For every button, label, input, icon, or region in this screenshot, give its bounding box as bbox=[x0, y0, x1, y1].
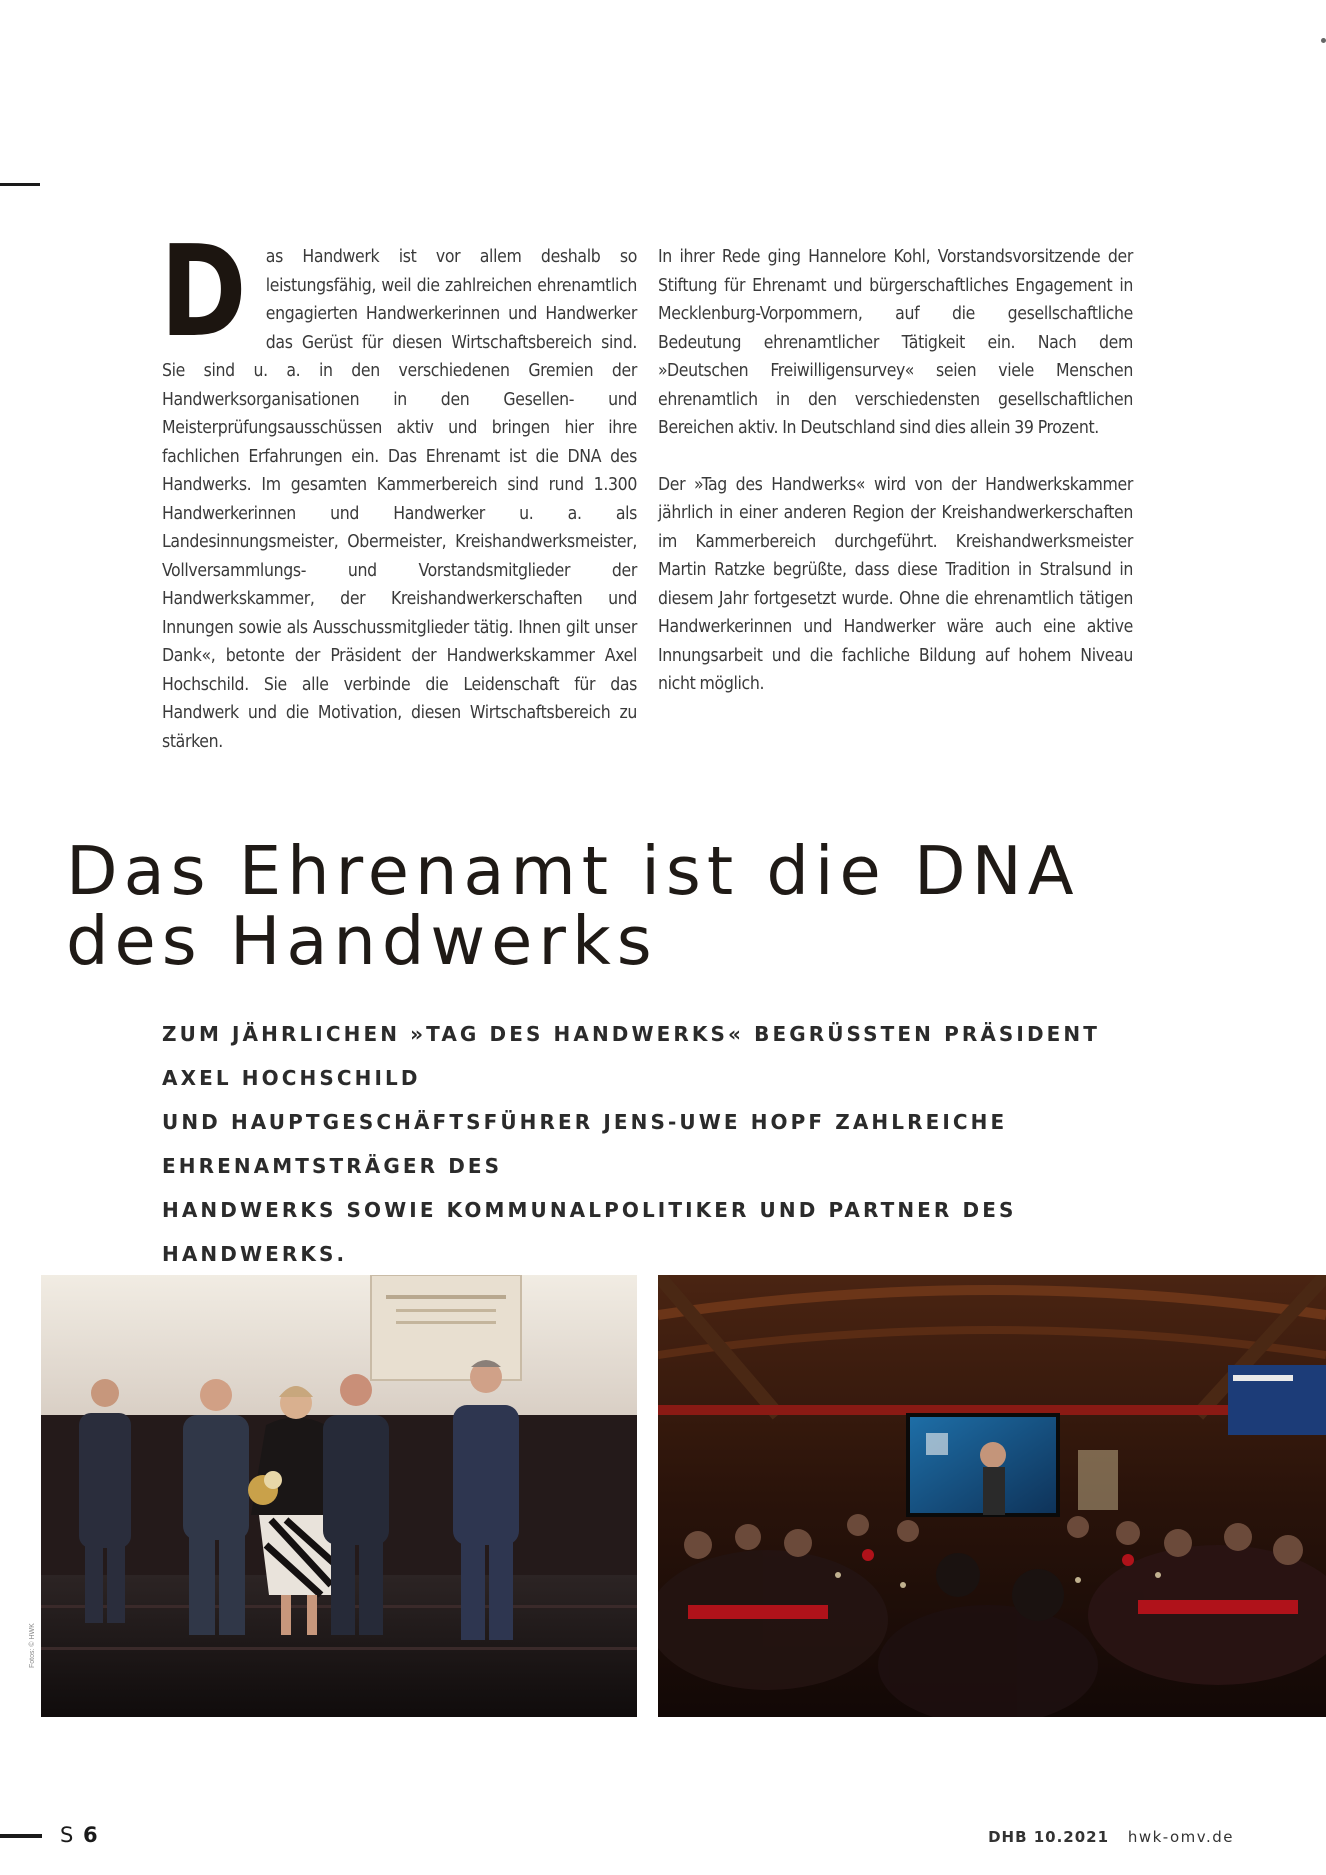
article-paragraph: D as Handwerk ist vor allem deshalb so leistungsfähig, weil die zahlreichen ehrenamtlich engagierten Handwerkerinnen und Handwerker das Gerüst für diesen Wirtschaftsbereich sind. Sie sind u. a. in den verschiedenen Gremien der Handwerksorganisationen in den Gesellen- und Meisterprüfungsausschüssen aktiv und bringen hier ihre fachlichen Erfahrungen ein. Das Ehrenamt ist die DNA des Handwerks. Im gesamten Kammerbereich sind rund 1.300 Handwerkerinnen und Handwerker u. a. als Landesinnungsmeister, Obermeister, Kreishandwerksmeister, Vollversammlungs- und Vorstandsmitglieder der Handwerkskammer, der Kreishandwerkerschaften und Innungen sowie als Ausschussmitglieder tätig. Ihnen gilt unser Dank«, betonte der Präsident der Handwerkskammer Axel Hochschild. Sie alle verbinde die Leidenschaft für das Handwerk und die Motivation, diesen Wirtschaftsbereich zu stärken. bbox=[160, 218, 637, 752]
footer-info bbox=[988, 1828, 1234, 1846]
photo-event-hall bbox=[658, 1275, 1326, 1717]
headline-line: des Handwerks bbox=[66, 902, 658, 980]
lead-text bbox=[162, 1012, 1162, 1276]
drop-cap: D bbox=[160, 218, 247, 365]
article-column-left bbox=[160, 218, 637, 756]
lead-line: UND HAUPTGESCHÄFTSFÜHRER JENS-UWE HOPF ZAHLREICHE EHRENAMTSTRÄGER DES bbox=[162, 1110, 1008, 1178]
photo-stage bbox=[41, 1275, 637, 1717]
page-prefix: S bbox=[60, 1823, 77, 1847]
website-label: hwk-omv.de bbox=[1127, 1828, 1234, 1846]
page-number bbox=[60, 1823, 98, 1847]
photo-credit: Fotos: © HWK bbox=[29, 1623, 36, 1668]
lead-line: HANDWERKS SOWIE KOMMUNALPOLITIKER UND PARTNER DES HANDWERKS. bbox=[162, 1198, 1017, 1266]
article-paragraph: In ihrer Rede ging Hannelore Kohl, Vorstandsvorsitzende der Stiftung für Ehrenamt und bürgerschaftliches Engagement in Mecklenburg-Vorpommern, auf die gesellschaftliche Bedeutung ehrenamtlicher Tätigkeit ein. Nach dem »Deutschen Freiwilligensurvey« seien viele Menschen ehrenamtlich in den verschiedensten gesellschaftlichen Bereichen aktiv. In Deutschland sind dies allein 39 Prozent. bbox=[658, 247, 1133, 438]
page-number-value: 6 bbox=[83, 1823, 98, 1847]
corner-mark bbox=[1321, 38, 1326, 43]
article-column-right bbox=[658, 243, 1133, 699]
headline bbox=[66, 832, 1296, 980]
lead-line: ZUM JÄHRLICHEN »TAG DES HANDWERKS« BEGRÜSSTEN PRÄSIDENT AXEL HOCHSCHILD bbox=[162, 1022, 1100, 1090]
article-paragraph: Der »Tag des Handwerks« wird von der Handwerkskammer jährlich in einer anderen Region der Kreishandwerkerschaften im Kammerbereich durchgeführt. Kreishandwerksmeister Martin Ratzke begrüßte, dass diese Tradition in Stralsund in diesem Jahr fortgesetzt wurde. Ohne die ehrenamtlich tätigen Handwerkerinnen und Handwerker wäre auch eine aktive Innungsarbeit und die fachliche Bildung auf hohem Niveau nicht möglich. bbox=[658, 474, 1133, 694]
headline-line: Das Ehrenamt ist die DNA bbox=[66, 832, 1080, 910]
top-rule bbox=[0, 183, 40, 186]
issue-label: DHB 10.2021 bbox=[988, 1828, 1110, 1846]
footer-rule bbox=[0, 1834, 42, 1838]
